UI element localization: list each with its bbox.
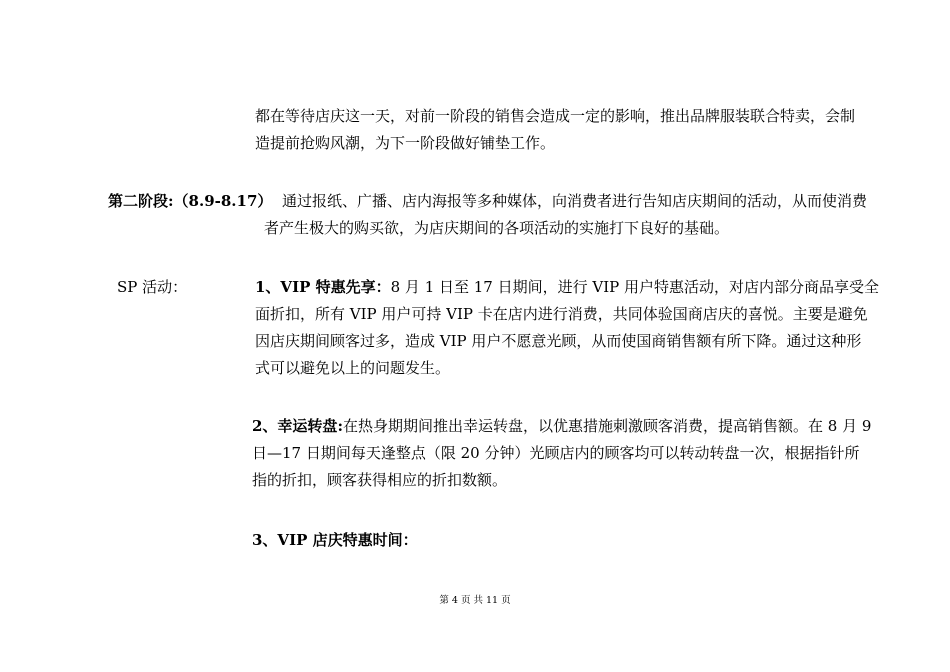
sp-item-1 — [255, 274, 879, 382]
sp-item-1-line-2: 面折扣，所有 VIP 用户可持 VIP 卡在店内进行消费，共同体验国商店庆的喜悦。主要是避免 — [255, 305, 868, 323]
sp-item-3-title: 3、VIP 店庆特惠时间： — [252, 531, 418, 549]
sp-item-1-line-1 — [255, 274, 879, 301]
stage2-label: 第二阶段:（8.9-8.17） — [108, 192, 273, 210]
sp-label: SP 活动： — [117, 278, 188, 296]
intro-line-2: 造提前抢购风潮，为下一阶段做好铺垫工作。 — [255, 134, 556, 152]
page-footer: 第 4 页 共 11 页 — [439, 595, 511, 606]
sp-item-2-line-3: 指的折扣，顾客获得相应的折扣数额。 — [252, 471, 508, 489]
sp-item-1-text-1: 8 月 1 日至 17 日期间，进行 VIP 用户特惠活动，对店内部分商品享受全 — [390, 278, 880, 296]
sp-item-2 — [252, 413, 871, 494]
intro-paragraph — [255, 103, 855, 157]
stage2-line-1: 通过报纸、广播、店内海报等多种媒体，向消费者进行告知店庆期间的活动，从而使消费 — [282, 192, 868, 210]
sp-item-1-line-3: 因店庆期间顾客过多，造成 VIP 用户不愿意光顾，从而使国商销售额有所下降。通过这种形 — [255, 332, 862, 350]
intro-line-1: 都在等待店庆这一天，对前一阶段的销售会造成一定的影响，推出品牌服装联合特卖，会制 — [255, 107, 856, 125]
sp-item-1-title: 1、VIP 特惠先享： — [255, 278, 391, 296]
sp-item-2-line-2: 日—17 日期间每天逢整点（限 20 分钟）光顾店内的顾客均可以转动转盘一次，根据指针所 — [252, 444, 860, 462]
sp-item-2-title: 2、幸运转盘: — [252, 417, 343, 435]
stage2-line-2: 者产生极大的购买欲，为店庆期间的各项活动的实施打下良好的基础。 — [264, 219, 730, 237]
sp-item-2-line-1 — [252, 413, 871, 440]
sp-item-1-line-4: 式可以避免以上的问题发生。 — [255, 359, 451, 377]
sp-item-2-text-1: 在热身期期间推出幸运转盘，以优惠措施刺激顾客消费，提高销售额。在 8 月 9 — [342, 417, 872, 435]
stage2-paragraph — [264, 188, 868, 242]
